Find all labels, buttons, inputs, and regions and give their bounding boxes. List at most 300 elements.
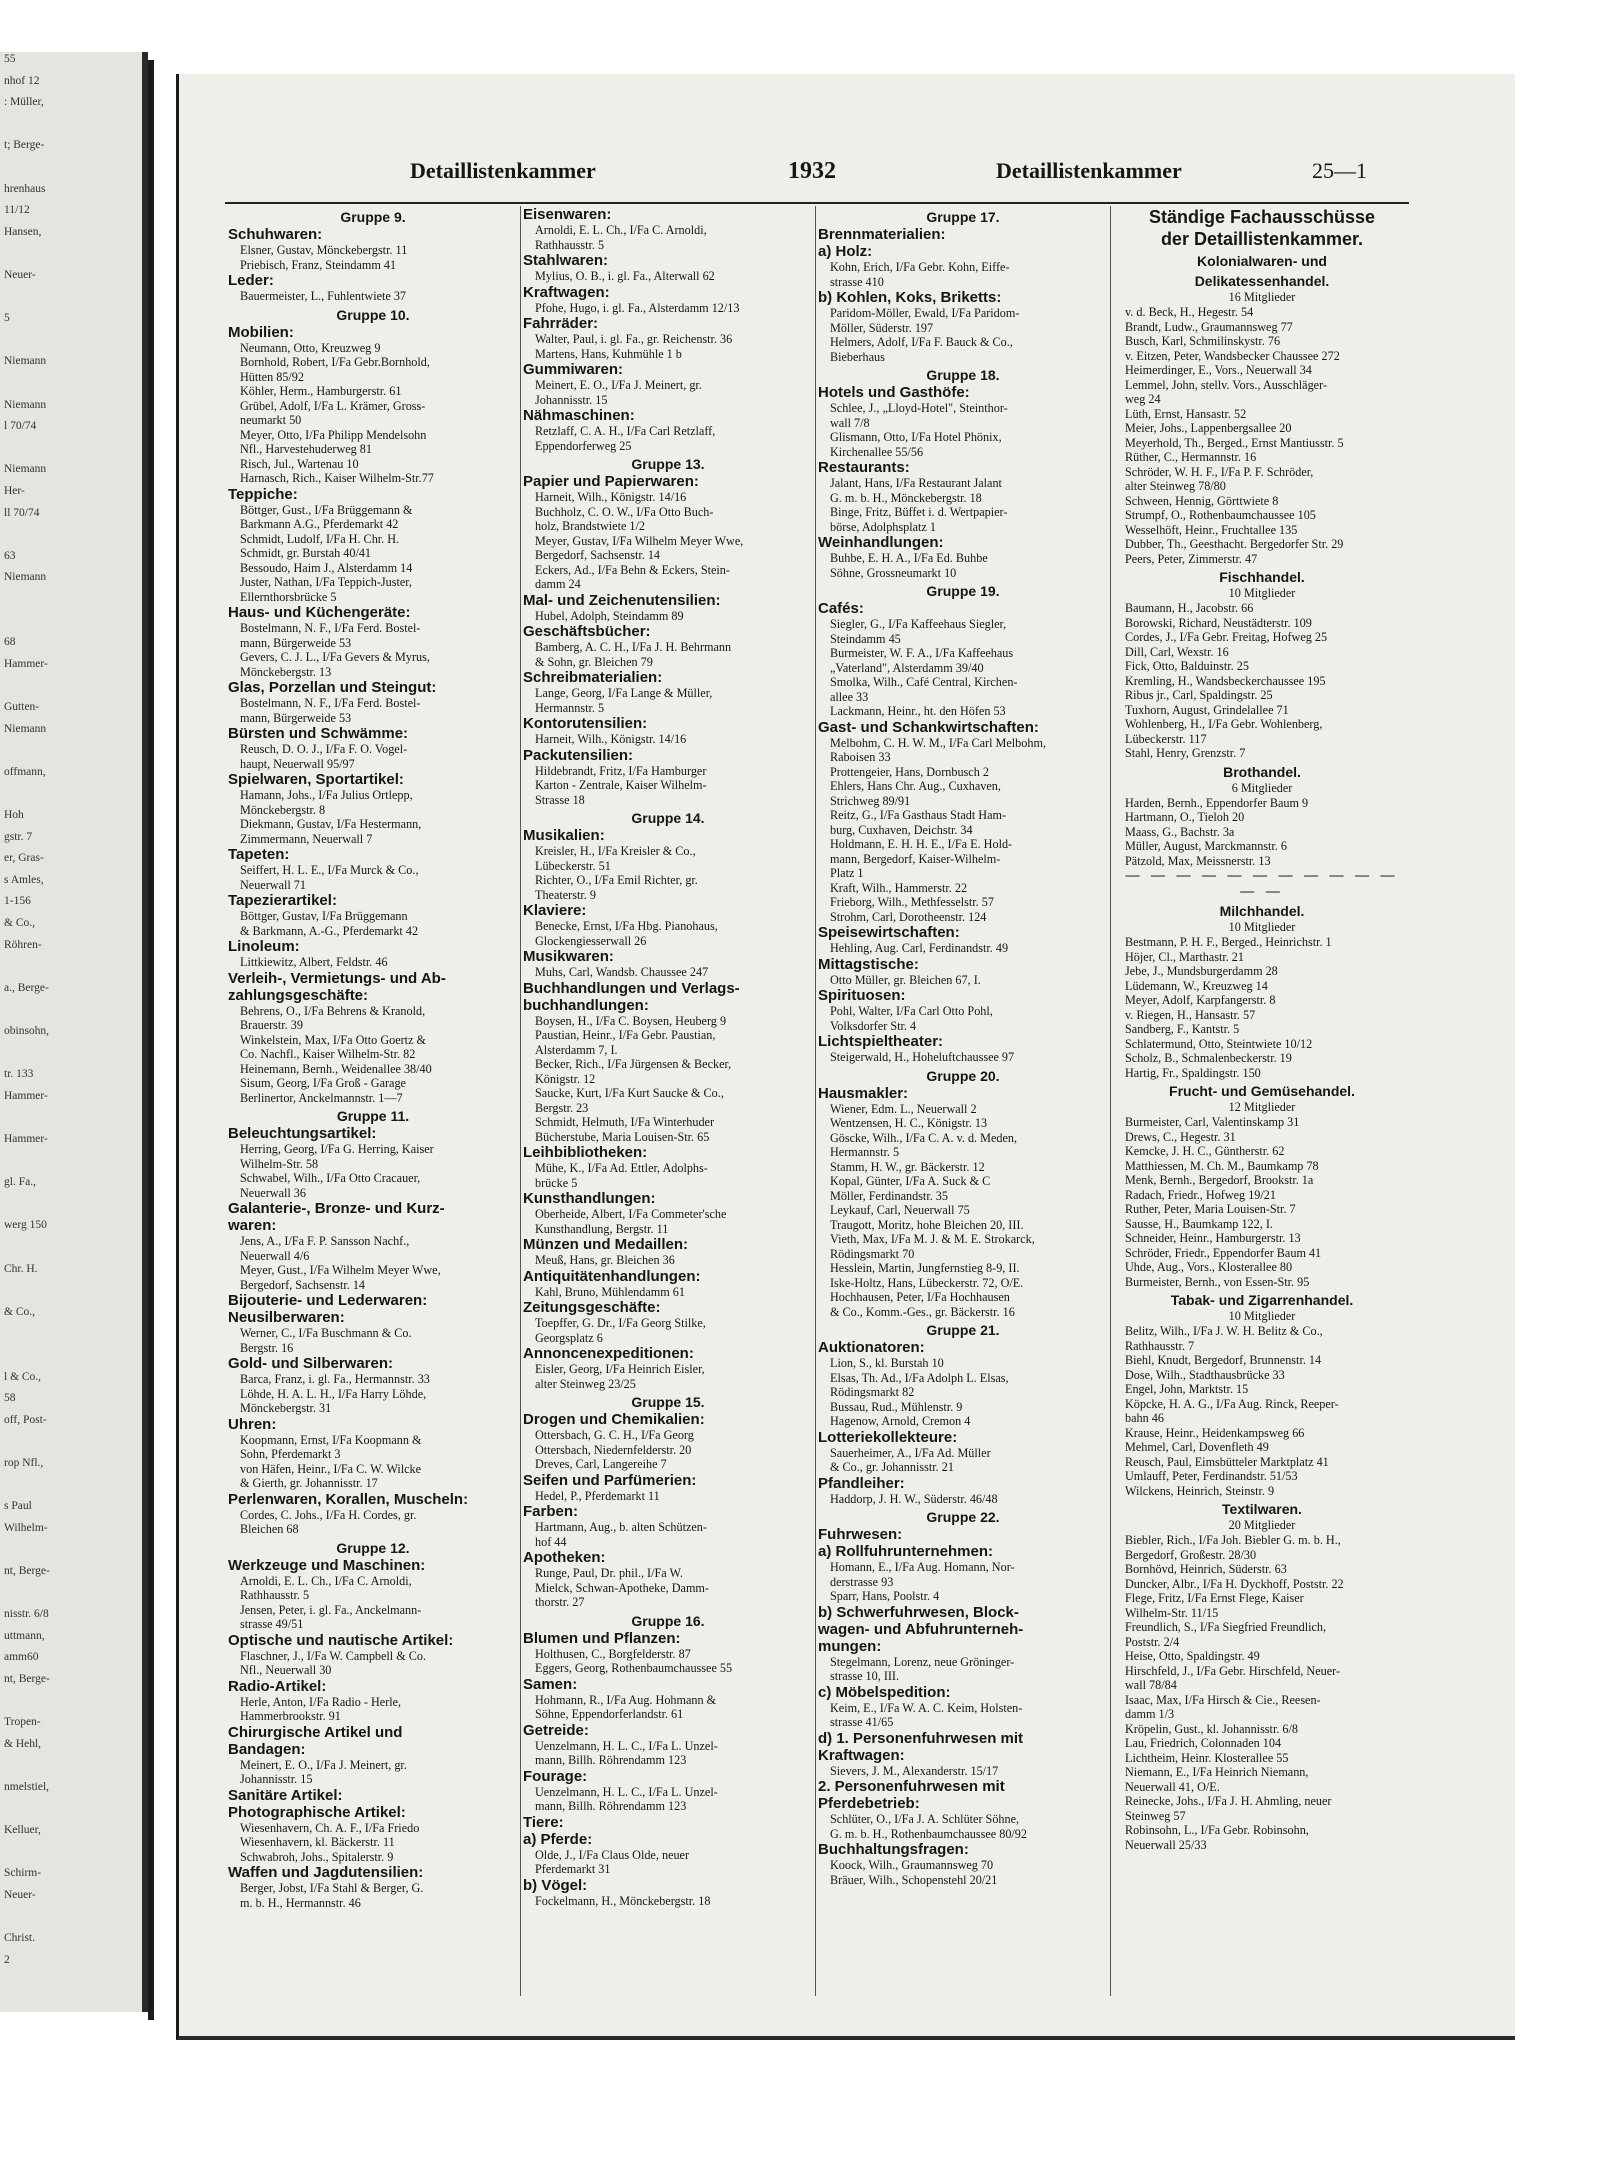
left-page-fragment-line: off, Post- [4, 1413, 47, 1426]
directory-entry: Lackmann, Heinr., ht. den Höfen 53 [830, 704, 1006, 718]
directory-entry: Barca, Franz, i. gl. Fa., Hermannstr. 33 [240, 1372, 430, 1386]
left-page-fragment-line: Hammer- [4, 657, 48, 670]
directory-entry: Lau, Friedrich, Colonnaden 104 [1125, 1736, 1282, 1750]
category-heading: d) 1. Personenfuhrwesen mit [818, 1729, 1024, 1747]
directory-entry: Muhs, Carl, Wandsb. Chaussee 247 [535, 965, 709, 979]
directory-entry: weg 24 [1125, 392, 1161, 406]
category-heading: Eisenwaren: [523, 206, 612, 223]
directory-entry: Wilckens, Heinrich, Steinstr. 9 [1125, 1483, 1275, 1498]
directory-entry: Pfohe, Hugo, i. gl. Fa., Alsterdamm 12/13 [535, 300, 740, 315]
group-heading: Gruppe 18. [926, 367, 1000, 383]
directory-entry: Schlüter, O., I/Fa J. A. Schlüter Söhne, [830, 1812, 1020, 1826]
directory-entry: strasse 41/65 [830, 1715, 894, 1729]
directory-entry: bahn 46 [1125, 1411, 1164, 1425]
left-page-fragment-line: s Amles, [4, 873, 44, 886]
directory-entry: Meier, Johs., Lappenbergsallee 20 [1125, 421, 1292, 435]
directory-entry: Buhbe, E. H. A., I/Fa Ed. Buhbe [830, 551, 988, 565]
member-count: 20 Mitglieder [1228, 1518, 1296, 1532]
category-heading: Linoleum: [228, 938, 300, 955]
directory-entry: Cordes, C. Johs., I/Fa H. Cordes, gr. [240, 1507, 417, 1522]
directory-entry: Schröder, Friedr., Eppendorfer Baum 41 [1125, 1245, 1322, 1260]
directory-entry: Menk, Bernh., Bergedorf, Brookstr. 1a [1125, 1173, 1314, 1187]
category-heading: Beleuchtungsartikel: [228, 1125, 377, 1142]
left-page-fragment-line: offmann, [4, 765, 46, 778]
directory-entry: Duncker, Albr., I/Fa H. Dyckhoff, Poststr. 22 [1125, 1576, 1344, 1591]
column-separator [1110, 206, 1111, 1996]
left-page-fragment-line: Niemann [4, 355, 47, 368]
category-heading: Apotheken: [523, 1549, 606, 1566]
directory-entry: Mönckebergstr. 13 [240, 664, 332, 679]
directory-entry: Neuerwall 71 [240, 877, 306, 892]
directory-entry: Traugott, Moritz, hohe Bleichen 20, III. [830, 1217, 1024, 1232]
left-page-fragment-line: uttmann, [4, 1629, 45, 1642]
category-heading: Mobilien: [228, 323, 294, 341]
directory-entry: Dreves, Carl, Langereihe 7 [535, 1457, 667, 1471]
directory-entry: Elsner, Gustav, Mönckebergstr. 11 [240, 243, 408, 257]
directory-entry: Neuerwall 4/6 [240, 1248, 310, 1263]
category-heading: Sanitäre Artikel: [228, 1786, 343, 1804]
directory-entry: Müller, August, Marckmannstr. 6 [1125, 839, 1287, 853]
category-heading: Leder: [228, 272, 274, 289]
group-heading: Fischhandel. [1219, 569, 1305, 585]
left-page-fragment-line: Hammer- [4, 1133, 48, 1145]
category-heading: Farben: [523, 1503, 579, 1520]
directory-entry: Haddorp, J. H. W., Süderstr. 46/48 [830, 1491, 998, 1506]
category-heading: Neusilberwaren: [228, 1309, 345, 1326]
directory-entry: Volksdorfer Str. 4 [830, 1018, 917, 1033]
directory-entry: Umlauff, Peter, Ferdinandstr. 51/53 [1125, 1469, 1298, 1483]
directory-entry: & Co., Komm.-Ges., gr. Bäckerstr. 16 [830, 1304, 1015, 1319]
category-heading: Photographische Artikel: [228, 1803, 406, 1821]
directory-entry: Meyer, Gust., I/Fa Wilhelm Meyer Wwe, [240, 1263, 441, 1277]
directory-entry: Bauermeister, L., Fuhlentwiete 37 [240, 289, 407, 303]
directory-entry: Möller, Süderstr. 197 [830, 320, 934, 335]
directory-entry: Frieborg, Wilh., Methfesselstr. 57 [830, 895, 994, 909]
left-page-fragment-line: Hoh [4, 809, 24, 821]
directory-entry: Heimerdinger, E., Vors., Neuerwall 34 [1125, 363, 1312, 377]
directory-entry: v. Eitzen, Peter, Wandsbecker Chaussee 272 [1125, 348, 1340, 363]
directory-entry: Werner, C., I/Fa Buschmann & Co. [240, 1326, 412, 1340]
directory-entry: Köhler, Herm., Hamburgerstr. 61 [240, 384, 402, 398]
directory-entry: Kopal, Günter, I/Fa A. Suck & C [830, 1174, 991, 1188]
directory-entry: Brauerstr. 39 [240, 1018, 303, 1032]
directory-entry: Herle, Anton, I/Fa Radio - Herle, [240, 1694, 402, 1709]
directory-entry: Cordes, J., I/Fa Gebr. Freitag, Hofweg 25 [1125, 630, 1328, 644]
category-heading: Spielwaren, Sportartikel: [228, 771, 404, 788]
directory-entry: brücke 5 [535, 1175, 578, 1190]
directory-entry: Hagenow, Arnold, Cremon 4 [830, 1414, 971, 1428]
directory-entry: hof 44 [535, 1534, 567, 1549]
directory-entry: Kahl, Bruno, Mühlendamm 61 [535, 1284, 685, 1299]
category-heading: Kunsthandlungen: [523, 1190, 656, 1207]
category-heading: Waffen und Jagdutensilien: [228, 1864, 424, 1881]
directory-entry: Johannisstr. 15 [240, 1772, 313, 1786]
directory-entry: Sievers, J. M., Alexanderstr. 15/17 [830, 1763, 999, 1778]
directory-entry: Göscke, Wilh., I/Fa C. A. v. d. Meden, [830, 1130, 1018, 1145]
directory-entry: Bergedorf, Großestr. 28/30 [1125, 1547, 1257, 1562]
directory-entry: Schmidt, Ludolf, I/Fa H. Chr. H. [240, 531, 400, 546]
directory-entry: Mylius, O. B., i. gl. Fa., Alterwall 62 [535, 269, 715, 283]
directory-entry: Binge, Fritz, Büffet i. d. Wertpapier- [830, 505, 1008, 519]
directory-entry: Seiffert, H. L. E., I/Fa Murck & Co., [240, 863, 419, 877]
directory-entry: Kirchenallee 55/56 [830, 444, 924, 459]
directory-entry: Buchholz, C. O. W., I/Fa Otto Buch- [535, 504, 714, 519]
directory-entry: Richter, O., I/Fa Emil Richter, gr. [535, 873, 698, 887]
left-page-fragment-line: Niemann [4, 398, 47, 411]
category-heading: Mal- und Zeichenutensilien: [523, 591, 721, 609]
directory-entry: Grübel, Adolf, I/Fa L. Krämer, Gross- [240, 398, 426, 413]
directory-entry: Meyerhold, Th., Berged., Ernst Mantiusstr. 5 [1125, 435, 1344, 450]
directory-entry: Dose, Wilh., Stadthausbrücke 33 [1125, 1367, 1285, 1382]
category-heading: Papier und Papierwaren: [523, 473, 699, 490]
category-heading: Perlenwaren, Korallen, Muscheln: [228, 1490, 469, 1508]
directory-entry: Sisum, Georg, I/Fa Groß - Garage [240, 1076, 406, 1090]
directory-entry: Mehmel, Carl, Dovenfleth 49 [1125, 1440, 1269, 1454]
directory-entry: & Barkmann, A.-G., Pferdemarkt 42 [240, 923, 419, 938]
directory-entry: Königstr. 12 [535, 1071, 596, 1086]
directory-entry: Stamm, H. W., gr. Bäckerstr. 12 [830, 1159, 985, 1174]
directory-entry: allee 33 [830, 689, 869, 704]
directory-entry: Meyer, Gustav, I/Fa Wilhelm Meyer Wwe, [535, 533, 744, 548]
directory-entry: Lichtheim, Heinr. Klosterallee 55 [1125, 1750, 1289, 1765]
left-page-fragment-line: 55 [4, 53, 16, 65]
directory-entry: Mönckebergstr. 31 [240, 1401, 332, 1415]
directory-entry: Ruther, Peter, Maria Louisen-Str. 7 [1125, 1202, 1296, 1216]
left-page-fragment-line: ll 70/74 [4, 506, 40, 519]
directory-entry: wall 78/84 [1125, 1678, 1177, 1692]
directory-entry: Pätzold, Max, Meissnerstr. 13 [1125, 853, 1271, 868]
directory-entry: strasse 10, III. [830, 1669, 900, 1683]
directory-entry: Hildebrandt, Fritz, I/Fa Hamburger [535, 763, 707, 778]
category-heading: Teppiche: [228, 485, 298, 503]
directory-entry: Möller, Ferdinandstr. 35 [830, 1188, 948, 1203]
directory-entry: Neumann, Otto, Kreuzweg 9 [240, 340, 381, 355]
category-heading: Tapezierartikel: [228, 892, 337, 909]
directory-entry: Neuerwall 25/33 [1125, 1837, 1207, 1852]
directory-entry: Siegler, G., I/Fa Kaffeehaus Siegler, [830, 617, 1007, 631]
column-4-fachausschuesse [1113, 206, 1411, 2006]
directory-entry: Hermannstr. 5 [830, 1145, 900, 1159]
column-3 [818, 206, 1108, 2006]
left-page-fragment-line: 63 [4, 549, 16, 562]
directory-entry: Wiener, Edm. L., Neuerwall 2 [830, 1101, 977, 1116]
group-heading: Delikatessenhandel. [1194, 273, 1330, 289]
left-page-fragment-line: hrenhaus [4, 182, 46, 195]
header-right-title: Detaillistenkammer [996, 158, 1182, 183]
directory-entry: Paustian, Heinr., I/Fa Gebr. Paustian, [535, 1028, 716, 1042]
directory-entry: Fick, Otto, Balduinstr. 25 [1125, 659, 1249, 673]
directory-entry: derstrasse 93 [830, 1574, 894, 1589]
directory-entry: Ellernthorsbrücke 5 [240, 589, 337, 604]
category-heading: b) Kohlen, Koks, Briketts: [818, 289, 1002, 306]
directory-entry: Ehlers, Hans Chr. Aug., Cuxhaven, [830, 779, 1001, 793]
directory-entry: Köpcke, H. A. G., I/Fa Aug. Rinck, Reeper- [1125, 1396, 1339, 1411]
directory-entry: Hütten 85/92 [240, 369, 304, 384]
left-page-fragment-line: l & Co., [4, 1370, 42, 1383]
directory-entry: Hammerbrookstr. 91 [240, 1709, 341, 1723]
group-heading: Brothandel. [1223, 763, 1301, 780]
category-heading: Bürsten und Schwämme: [228, 725, 409, 742]
category-heading: Geschäftsbücher: [523, 623, 651, 640]
left-page-fragment-line: Niemann [4, 722, 47, 735]
directory-entry: Freundlich, S., I/Fa Siegfried Freundlich, [1125, 1620, 1327, 1634]
directory-entry: Burmeister, Carl, Valentinskamp 31 [1125, 1115, 1300, 1129]
category-heading: b) Schwerfuhrwesen, Block- [818, 1603, 1019, 1621]
directory-entry: Burmeister, W. F. A., I/Fa Kaffeehaus [830, 646, 1014, 660]
directory-entry: Glismann, Otto, I/Fa Hotel Phönix, [830, 430, 1002, 444]
left-page-fragment-line: Her- [4, 485, 25, 497]
category-heading: a) Holz: [818, 243, 873, 260]
group-heading: Gruppe 17. [926, 209, 1000, 225]
category-heading: Tiere: [523, 1813, 564, 1831]
directory-entry: Bergedorf, Sachsenstr. 14 [240, 1277, 366, 1292]
left-page-fragment-line: obinsohn, [4, 1025, 50, 1037]
directory-entry: Sohn, Pferdemarkt 3 [240, 1447, 341, 1461]
left-page-fragment-line: Niemann [4, 571, 47, 584]
directory-entry: Meuß, Hans, gr. Bleichen 36 [535, 1253, 675, 1267]
directory-entry: Gevers, C. J. L., I/Fa Gevers & Myrus, [240, 650, 430, 664]
directory-entry: Kraft, Wilh., Hammerstr. 22 [830, 880, 968, 895]
left-page-fragment-line: nmelstiel, [4, 1781, 50, 1793]
directory-entry: Berlinertor, Anckelmannstr. 1—7 [240, 1090, 403, 1105]
directory-entry: Meyer, Adolf, Karpfangerstr. 8 [1125, 993, 1276, 1007]
directory-entry: Steigerwald, H., Hoheluftchaussee 97 [830, 1050, 1015, 1064]
left-page-fragment-line: Christ. [4, 1932, 35, 1945]
directory-entry: Bornhövd, Heinrich, Süderstr. 63 [1125, 1562, 1287, 1576]
directory-entry: m. b. H., Hermannstr. 46 [240, 1895, 361, 1910]
directory-entry: Martens, Hans, Kuhmühle 1 b [535, 346, 682, 361]
directory-entry: Harneit, Wilh., Königstr. 14/16 [535, 490, 687, 504]
directory-entry: mann, Billh. Röhrendamm 123 [535, 1799, 687, 1813]
directory-entry: Kunsthandlung, Bergstr. 11 [535, 1221, 669, 1236]
directory-entry: Söhne, Eppendorferlandstr. 61 [535, 1707, 684, 1721]
directory-entry: Drews, C., Hegestr. 31 [1125, 1129, 1236, 1144]
category-heading: Gold- und Silberwaren: [228, 1355, 394, 1372]
category-heading: Fahrräder: [523, 315, 599, 332]
category-heading: Seifen und Parfümerien: [523, 1471, 697, 1489]
category-heading: Kontorutensilien: [523, 715, 648, 732]
category-heading: a) Pferde: [523, 1830, 593, 1848]
directory-entry: & Sohn, gr. Bleichen 79 [535, 654, 653, 669]
category-heading: Schreibmaterialien: [523, 669, 663, 686]
directory-entry: Arnoldi, E. L. Ch., I/Fa C. Arnoldi, [240, 1573, 412, 1588]
directory-entry: Bräuer, Wilh., Schopenstehl 20/21 [830, 1872, 998, 1887]
directory-entry: Hesslein, Martin, Jungfernstieg 8-9, II. [830, 1261, 1020, 1275]
directory-entry: Herring, Georg, I/Fa G. Herring, Kaiser [240, 1142, 434, 1156]
directory-entry: Matthiessen, M. Ch. M., Baumkamp 78 [1125, 1158, 1319, 1173]
category-heading: c) Möbelspedition: [818, 1683, 951, 1701]
directory-entry: Schwabel, Wilh., I/Fa Otto Cracauer, [240, 1171, 421, 1185]
directory-entry: Flaschner, J., I/Fa W. Campbell & Co. [240, 1648, 427, 1663]
directory-entry: Hartmann, Aug., b. alten Schützen- [535, 1520, 707, 1534]
member-count: 10 Mitglieder [1228, 1309, 1296, 1323]
directory-entry: Eggers, Georg, Rothenbaumchaussee 55 [535, 1661, 733, 1675]
left-page-fragment-line: gl. Fa., [4, 1176, 36, 1189]
category-heading: Fuhrwesen: [818, 1526, 903, 1543]
left-page-fragment-line: 5 [4, 312, 10, 325]
directory-entry: Raboisen 33 [830, 750, 891, 764]
category-heading: Zeitungsgeschäfte: [523, 1299, 661, 1316]
category-heading: waren: [228, 1217, 277, 1234]
directory-entry: Burmeister, Bernh., von Essen-Str. 95 [1125, 1274, 1310, 1289]
group-heading: Gruppe 21. [926, 1322, 1000, 1338]
directory-entry: Vieth, Max, I/Fa M. J. & M. E. Strokarck, [830, 1232, 1035, 1246]
directory-entry: Niemann, E., I/Fa Heinrich Niemann, [1125, 1765, 1309, 1779]
directory-entry: Wentzensen, H. C., Königstr. 13 [830, 1116, 988, 1130]
directory-entry: mann, Bürgerweide 53 [240, 710, 352, 725]
directory-entry: Jebe, J., Mundsburgerdamm 28 [1125, 964, 1278, 978]
directory-entry: Hohmann, R., I/Fa Aug. Hohmann & [535, 1692, 717, 1707]
directory-entry: damm 1/3 [1125, 1707, 1175, 1721]
category-heading: zahlungsgeschäfte: [228, 986, 369, 1004]
directory-entry: Biebler, Rich., I/Fa Joh. Biebler G. m. b. H., [1125, 1533, 1341, 1547]
directory-entry: Lüdemann, W., Kreuzweg 14 [1125, 978, 1268, 993]
directory-entry: Harnasch, Rich., Kaiser Wilhelm-Str.77 [240, 471, 434, 485]
directory-entry: Melbohm, C. H. W. M., I/Fa Carl Melbohm, [830, 735, 1046, 750]
directory-entry: Maass, G., Bachstr. 3a [1125, 824, 1235, 839]
category-heading: wagen- und Abfuhrunterneh- [818, 1620, 1024, 1638]
directory-entry: Schween, Hennig, Görttwiete 8 [1125, 493, 1279, 508]
directory-entry: Ottersbach, Niedernfelderstr. 20 [535, 1442, 692, 1457]
category-heading: Spirituosen: [818, 987, 906, 1004]
directory-entry: neumarkt 50 [240, 413, 302, 427]
directory-entry: Hirschfeld, J., I/Fa Gebr. Hirschfeld, Neuer- [1125, 1663, 1341, 1678]
category-heading: Antiquitätenhandlungen: [523, 1267, 701, 1285]
directory-entry: Sparr, Hans, Poolstr. 4 [830, 1589, 940, 1603]
directory-entry: Heinemann, Bernh., Weidenallee 38/40 [240, 1061, 432, 1076]
left-page-fragment-line: s Paul [4, 1500, 32, 1513]
directory-entry: G. m. b. H., Mönckebergstr. 18 [830, 490, 982, 505]
directory-entry: Brandt, Ludw., Graumannsweg 77 [1125, 319, 1293, 334]
directory-entry: Holdmann, E. H. H. E., I/Fa E. Hold- [830, 837, 1013, 851]
directory-entry: Priebisch, Franz, Steindamm 41 [240, 257, 397, 272]
section-title: Ständige Fachausschüsse [1148, 207, 1376, 227]
directory-entry: Schlee, J., „Lloyd-Hotel", Steinthor- [830, 401, 1008, 415]
directory-entry: Karton - Zentrale, Kaiser Wilhelm- [535, 778, 707, 792]
directory-entry: Bleichen 68 [240, 1522, 299, 1536]
directory-entry: Wohlenberg, H., I/Fa Gebr. Wohlenberg, [1125, 717, 1323, 731]
left-page-fragment-line: Chr. H. [4, 1262, 38, 1275]
directory-entry: Berger, Jobst, I/Fa Stahl & Berger, G. [240, 1881, 424, 1895]
directory-entry: Lüth, Ernst, Hansastr. 52 [1125, 406, 1247, 421]
category-heading: Lichtspieltheater: [818, 1033, 944, 1050]
directory-entry: Ribus jr., Carl, Spaldingstr. 25 [1125, 688, 1273, 702]
directory-entry: Keim, E., I/Fa W. A. C. Keim, Holsten- [830, 1700, 1023, 1715]
category-heading: Restaurants: [818, 459, 910, 476]
left-page-fragment-line: Niemann [4, 463, 47, 476]
category-heading: mungen: [818, 1637, 882, 1655]
directory-entry: Oberheide, Albert, I/Fa Commeter'sche [535, 1207, 727, 1221]
member-count: 6 Mitglieder [1231, 780, 1293, 795]
directory-entry: Rathhausstr. 5 [240, 1588, 310, 1602]
left-page-fragment-line: nisstr. 6/8 [4, 1608, 49, 1621]
directory-entry: Theaterstr. 9 [535, 887, 596, 902]
directory-entry: Rödingsmarkt 82 [830, 1385, 915, 1399]
left-page-fragment-line: Wilhelm- [4, 1521, 48, 1534]
directory-entry: mann, Bergedorf, Kaiser-Wilhelm- [830, 851, 1001, 866]
left-page-fragment-line: werg 150 [4, 1219, 47, 1232]
directory-entry: Engel, John, Marktstr. 15 [1125, 1382, 1249, 1396]
category-heading: Haus- und Küchengeräte: [228, 604, 411, 621]
group-heading: Gruppe 19. [926, 583, 1000, 599]
directory-entry: Behrens, O., I/Fa Behrens & Kranold, [240, 1003, 426, 1018]
directory-entry: Barkmann A.G., Pferdemarkt 42 [240, 517, 399, 531]
directory-entry: Johannisstr. 15 [535, 392, 608, 407]
directory-entry: Bücherstube, Maria Louisen-Str. 65 [535, 1129, 710, 1144]
directory-entry: Hartig, Fr., Spaldingstr. 150 [1125, 1065, 1261, 1080]
left-page-fragment-line: gstr. 7 [4, 830, 33, 843]
directory-entry: Winkelstein, Max, I/Fa Otto Goertz & [240, 1032, 427, 1047]
directory-entry: & Gierth, gr. Johannisstr. 17 [240, 1476, 378, 1490]
directory-entry: Lübeckerstr. 117 [1125, 731, 1207, 746]
directory-entry: Rathhausstr. 5 [535, 237, 605, 252]
directory-entry: Borowski, Richard, Neustädterstr. 109 [1125, 615, 1312, 630]
category-heading: Verleih-, Vermietungs- und Ab- [228, 969, 446, 987]
directory-entry: Eckers, Ad., I/Fa Behn & Eckers, Stein- [535, 562, 730, 577]
category-heading: b) Vögel: [523, 1876, 588, 1894]
directory-entry: Harden, Bernh., Eppendorfer Baum 9 [1125, 795, 1309, 810]
directory-entry: Lemmel, John, stellv. Vors., Ausschläger- [1125, 377, 1327, 392]
directory-entry: von Häfen, Heinr., I/Fa C. W. Wilcke [240, 1461, 422, 1476]
directory-entry: Neuerwall 36 [240, 1185, 306, 1200]
directory-entry: Hedel, P., Pferdemarkt 11 [535, 1488, 660, 1503]
directory-entry: Fockelmann, H., Mönckebergstr. 18 [535, 1893, 711, 1908]
left-page-fragment-line: Neuer- [4, 269, 36, 281]
directory-entry: Stahl, Henry, Grenzstr. 7 [1125, 746, 1246, 760]
directory-entry: Scholz, B., Schmalenbeckerstr. 19 [1125, 1051, 1292, 1065]
group-heading: Tabak- und Zigarrenhandel. [1170, 1292, 1354, 1308]
directory-entry: Hubel, Adolph, Steindamm 89 [535, 608, 684, 623]
left-page-fragment-line: er, Gras- [4, 852, 44, 865]
directory-entry: Risch, Jul., Wartenau 10 [240, 456, 359, 471]
directory-entry: Hochhausen, Peter, I/Fa Hochhausen [830, 1290, 1010, 1304]
directory-entry: Elsas, Th. Ad., I/Fa Adolph L. Elsas, [830, 1370, 1009, 1385]
directory-entry: Bestmann, P. H. F., Berged., Heinrichstr. 1 [1125, 935, 1332, 949]
directory-entry: Poststr. 2/4 [1125, 1634, 1180, 1649]
directory-entry: Jens, A., I/Fa F. P. Sansson Nachf., [240, 1234, 410, 1248]
group-heading: Milchhandel. [1219, 903, 1305, 919]
directory-entry: Baumann, H., Jacobstr. 66 [1125, 601, 1254, 615]
group-heading: Gruppe 22. [926, 1509, 1000, 1525]
column-separator [815, 206, 816, 1996]
directory-entry: Uenzelmann, H. L. C., I/Fa L. Unzel- [535, 1784, 718, 1799]
directory-entry: Co. Nachfl., Kaiser Wilhelm-Str. 82 [240, 1047, 416, 1061]
directory-entry: strasse 49/51 [240, 1617, 304, 1631]
section-title: der Detaillistenkammer. [1160, 229, 1364, 249]
category-heading: Hausmakler: [818, 1084, 909, 1102]
directory-entry: Reinecke, Johs., I/Fa J. H. Ahmling, neuer [1125, 1794, 1332, 1808]
directory-entry: Toepffer, G. Dr., I/Fa Georg Stilke, [535, 1316, 706, 1330]
directory-entry: Platz 1 [830, 866, 864, 880]
left-page-fragment-line: 68 [4, 636, 16, 649]
left-page-fragment-line: : Müller, [4, 96, 44, 109]
directory-entry: Reusch, Paul, Eimsbütteler Marktplatz 41 [1125, 1454, 1329, 1469]
category-heading: Lotteriekollekteure: [818, 1428, 958, 1446]
member-count: 12 Mitglieder [1228, 1100, 1296, 1114]
category-heading: Leihbibliotheken: [523, 1144, 648, 1161]
category-heading: Packutensilien: [523, 746, 634, 764]
directory-entry: Olde, J., I/Fa Claus Olde, neuer [535, 1847, 690, 1862]
category-heading: Drogen und Chemikalien: [523, 1411, 705, 1428]
directory-entry: Bostelmann, N. F., I/Fa Ferd. Bostel- [240, 621, 421, 635]
directory-entry: Jensen, Peter, i. gl. Fa., Anckelmann- [240, 1602, 422, 1617]
directory-entry: Littkiewitz, Albert, Feldstr. 46 [240, 955, 388, 969]
left-page-fragment-line: Hammer- [4, 1089, 48, 1102]
category-heading: Cafés: [818, 600, 864, 617]
directory-entry: Wesselhöft, Heinr., Fruchtallee 135 [1125, 522, 1298, 537]
directory-entry: Jalant, Hans, I/Fa Restaurant Jalant [830, 476, 1002, 490]
directory-entry: Rathhausstr. 7 [1125, 1338, 1195, 1353]
